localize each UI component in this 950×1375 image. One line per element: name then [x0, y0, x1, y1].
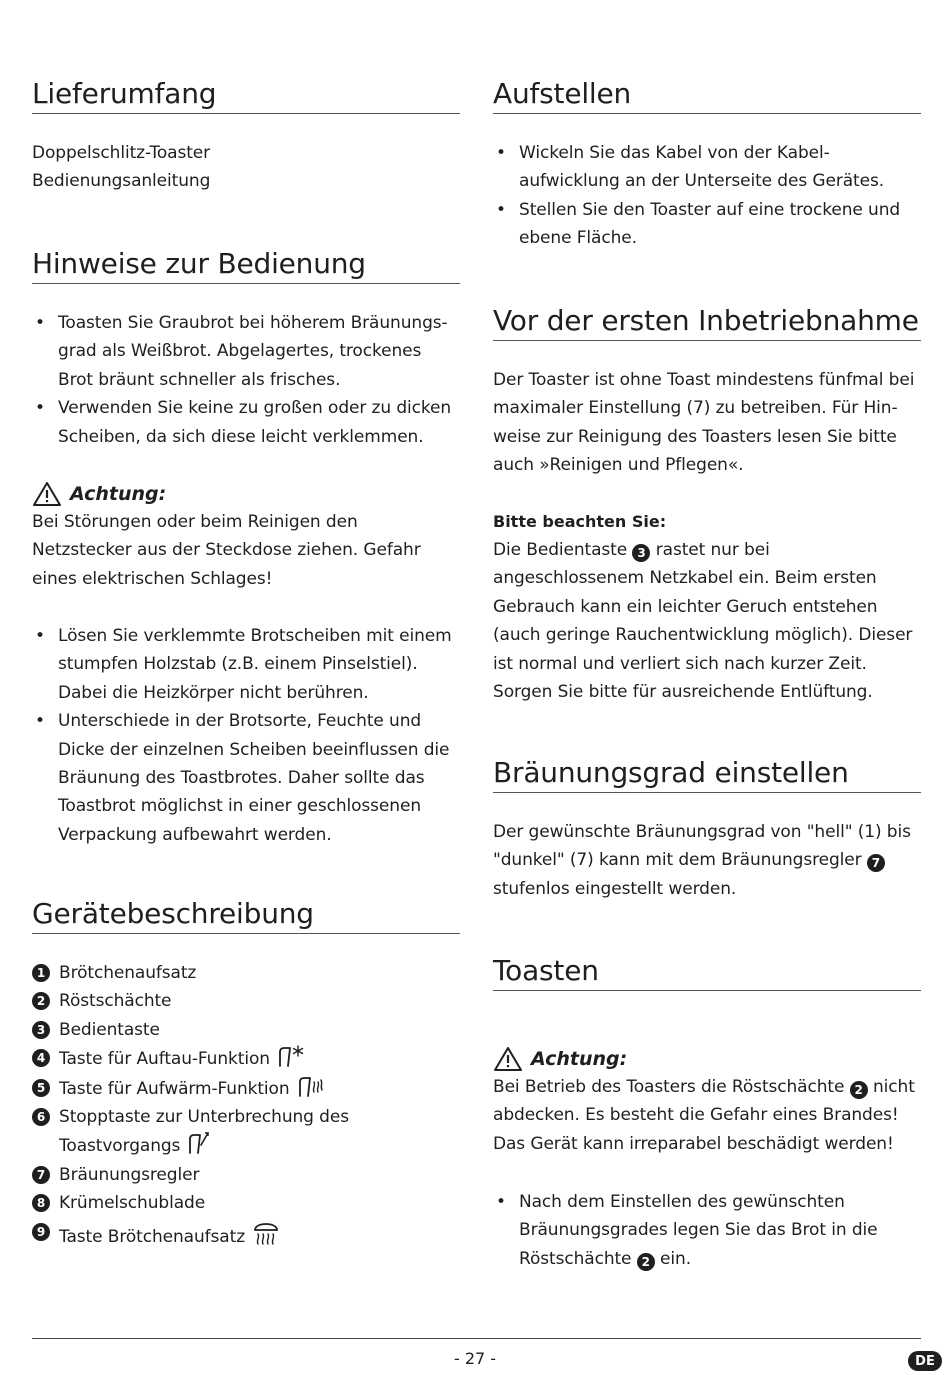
braeunung-text-before: Der gewünschte Bräunungsgrad von "hell" (1) bis "dunkel" (7) kann mit dem Bräunungsregler — [493, 822, 911, 871]
delivery-item: Bedienungsanleitung — [32, 171, 211, 192]
part-item — [32, 1044, 460, 1073]
part-number: 9 — [32, 1223, 50, 1241]
braeunung-text — [493, 818, 921, 903]
part-number: 7 — [32, 1166, 50, 1184]
delivery-list — [32, 139, 460, 196]
hinweise-bullets-1 — [32, 309, 460, 451]
part-item — [32, 1103, 460, 1161]
part-item — [32, 1016, 460, 1044]
warning-text-after: nicht abdecken. Es besteht die Gefahr eines Brandes! Das Gerät kann irreparabel beschädigt werden! — [493, 1077, 915, 1154]
heading-aufstellen: Aufstellen — [493, 76, 921, 114]
note-text — [493, 536, 921, 706]
list-item — [493, 1188, 921, 1273]
part-item — [32, 987, 460, 1015]
list-item: • Lösen Sie verklemmte Brotscheiben mit einem stumpfen Holzstab (z.B. einem Pinselstiel). Dabei die Heizkörper nicht berühren. — [32, 622, 460, 707]
warning-title: Achtung: — [70, 483, 167, 505]
warning-block-right — [493, 1045, 921, 1158]
note-text-before: Die Bedientaste — [493, 540, 628, 561]
part-number: 3 — [32, 1021, 50, 1039]
defrost-icon — [276, 1044, 306, 1068]
part-label: Röstschächte — [59, 991, 172, 1012]
note-title: Bitte beachten Sie: — [493, 511, 667, 531]
warning-heading — [32, 480, 460, 508]
hinweise-bullets-2-wrap — [32, 622, 460, 849]
part-number: 4 — [32, 1049, 50, 1067]
toasten-bullets-wrap — [493, 1188, 921, 1273]
list-item: • Wickeln Sie das Kabel von der Kabelaufwicklung an der Unterseite des Gerätes. — [493, 139, 921, 196]
delivery-item: Doppelschlitz-Toaster — [32, 143, 211, 163]
stop-toast-icon — [186, 1131, 212, 1155]
part-label: Brötchenaufsatz — [59, 963, 197, 983]
parts-list — [32, 959, 460, 1251]
section-inbetriebnahme — [493, 303, 921, 706]
warning-text-before: Bei Betrieb des Toasters die Röstschächte — [493, 1077, 845, 1097]
warning-triangle-icon — [493, 1046, 523, 1072]
aufstellen-bullets — [493, 139, 921, 253]
language-badge: DE — [908, 1351, 942, 1371]
part-number: 5 — [32, 1079, 50, 1097]
warning-text: Bei Störungen oder beim Reinigen den Netzstecker aus der Steckdose ziehen. Gefahr eines elektrischen Schlages! — [32, 512, 421, 589]
heading-lieferumfang: Lieferumfang — [32, 76, 460, 114]
warning-text — [493, 1073, 921, 1158]
warning-triangle-icon — [32, 481, 62, 507]
part-label: Taste für Aufwärm-Funktion — [59, 1078, 290, 1099]
heading-hinweise: Hinweise zur Bedienung — [32, 246, 460, 284]
footer-divider — [32, 1338, 921, 1339]
part-item — [32, 1218, 460, 1251]
warning-title: Achtung: — [531, 1048, 628, 1070]
ref-number: 2 — [850, 1081, 868, 1099]
part-label: Taste Brötchenaufsatz — [59, 1226, 246, 1247]
part-item — [32, 959, 460, 987]
part-number: 1 — [32, 964, 50, 982]
warning-block-left — [32, 480, 460, 593]
warning-heading — [493, 1045, 921, 1073]
part-item — [32, 1161, 460, 1189]
part-number: 2 — [32, 992, 50, 1010]
list-item: • Toasten Sie Graubrot bei höherem Bräunungsgrad als Weißbrot. Abgelagertes, trockenes Brot bräunt schneller als frisches. — [32, 309, 460, 394]
toasten-bullets — [493, 1188, 921, 1273]
note-text-after: rastet nur bei angeschlossenem Netzkabel ein. Beim ersten Gebrauch kann ein leichter Geruch entstehen (auch geringe Rauchentwicklung möglich). Dieser ist normal und verliert sich nach kurzer Zeit. Sorgen Sie bitte für ausreichende Entlüftung. — [493, 540, 913, 703]
bullet-text-after: ein. — [660, 1248, 692, 1269]
section-braeunungsgrad — [493, 755, 921, 903]
part-item — [32, 1074, 460, 1103]
part-label: Bräunungsregler — [59, 1164, 200, 1185]
bun-warmer-icon — [251, 1218, 281, 1246]
heading-braeunungsgrad: Bräunungsgrad einstellen — [493, 755, 921, 793]
list-item: • Unterschiede in der Brotsorte, Feuchte und Dicke der einzelnen Scheiben beeinflussen die Bräunung des Toastbrotes. Daher sollte das Toastbrot möglichst in einer geschlossenen Verpackung aufbewahrt werden. — [32, 707, 460, 849]
ref-number: 3 — [632, 544, 650, 562]
heading-toasten: Toasten — [493, 953, 921, 991]
part-label: Bedientaste — [59, 1019, 160, 1040]
part-label: Taste für Auftau-Funktion — [59, 1049, 270, 1070]
hinweise-bullets-2 — [32, 622, 460, 849]
braeunung-text-after: stufenlos eingestellt werden. — [493, 878, 737, 899]
list-item: • Stellen Sie den Toaster auf eine trockene und ebene Fläche. — [493, 196, 921, 253]
inbetriebnahme-text: Der Toaster ist ohne Toast mindestens fünfmal bei maximaler Einstellung (7) zu betreiben. Für Hinweise zur Reinigung des Toasters lesen Sie bitte auch »Reinigen und Pflegen«. — [493, 370, 915, 476]
heading-geraetebeschreibung: Gerätebeschreibung — [32, 896, 460, 934]
section-hinweise — [32, 246, 460, 451]
part-label: Stopptaste zur Unterbrechung des Toastvorgangs — [59, 1107, 349, 1157]
page-number: - 27 - — [453, 1349, 497, 1368]
heading-inbetriebnahme: Vor der ersten Inbetriebnahme — [493, 303, 921, 341]
ref-number: 2 — [637, 1253, 655, 1271]
section-geraetebeschreibung — [32, 896, 460, 1251]
list-item: • Verwenden Sie keine zu großen oder zu dicken Scheiben, da sich diese leicht verklemmen. — [32, 394, 460, 451]
bullet-text-before: Nach dem Einstellen des gewünschten Bräunungsgrades legen Sie das Brot in die Röstschächte — [519, 1192, 878, 1269]
section-lieferumfang — [32, 76, 460, 196]
ref-number: 7 — [867, 854, 885, 872]
part-number: 8 — [32, 1194, 50, 1212]
part-item — [32, 1189, 460, 1217]
section-toasten — [493, 953, 921, 991]
part-label: Krümelschublade — [59, 1193, 206, 1214]
section-aufstellen — [493, 76, 921, 253]
reheat-icon — [296, 1074, 324, 1098]
part-number: 6 — [32, 1108, 50, 1126]
